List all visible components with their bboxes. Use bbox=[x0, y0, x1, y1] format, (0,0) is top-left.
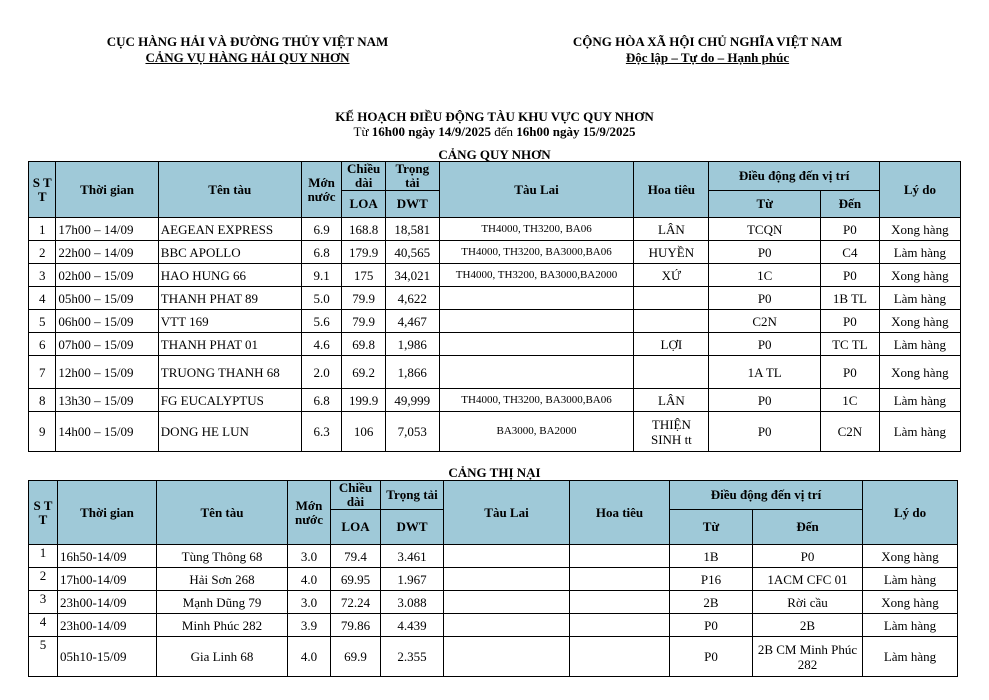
table-row bbox=[29, 333, 961, 356]
cell-ship: FG EUCALYPTUS bbox=[158, 389, 301, 412]
cell-stt: 5 bbox=[29, 310, 56, 333]
col-header-to: Đến bbox=[820, 191, 879, 218]
cell-draft: 6.3 bbox=[301, 412, 342, 452]
table-row bbox=[29, 637, 958, 677]
col-header-move: Điều động đến vị trí bbox=[709, 162, 879, 191]
table-row bbox=[29, 264, 961, 287]
cell-to: Rời cầu bbox=[753, 591, 863, 614]
cell-reason: Xong hàng bbox=[879, 356, 960, 389]
cell-to: 1ACM CFC 01 bbox=[753, 568, 863, 591]
cell-reason: Làm hàng bbox=[879, 389, 960, 412]
col-header-ship: Tên tàu bbox=[157, 481, 288, 545]
cell-ship: Mạnh Dũng 79 bbox=[157, 591, 288, 614]
cell-to: P0 bbox=[753, 545, 863, 568]
cell-reason: Làm hàng bbox=[879, 412, 960, 452]
cell-loa: 69.95 bbox=[331, 568, 381, 591]
cell-pilot: THIỆN SINH tt bbox=[634, 412, 709, 452]
cell-draft: 5.0 bbox=[301, 287, 342, 310]
cell-pilot: LỢI bbox=[634, 333, 709, 356]
col-header-tonnage: Trọng tải bbox=[385, 162, 439, 191]
cell-from: 1A TL bbox=[709, 356, 821, 389]
cell-from: P0 bbox=[709, 287, 821, 310]
cell-stt: 3 bbox=[29, 264, 56, 287]
cell-from: 1B bbox=[670, 545, 753, 568]
cell-loa: 79.9 bbox=[342, 310, 386, 333]
cell-stt: 3 bbox=[29, 591, 58, 614]
cell-tug: BA3000, BA2000 bbox=[439, 412, 634, 452]
cell-stt: 9 bbox=[29, 412, 56, 452]
col-header-from: Từ bbox=[709, 191, 821, 218]
cell-stt: 5 bbox=[29, 637, 58, 677]
cell-dwt: 34,021 bbox=[385, 264, 439, 287]
cell-reason: Xong hàng bbox=[863, 545, 958, 568]
cell-pilot bbox=[570, 637, 670, 677]
cell-draft: 6.8 bbox=[301, 241, 342, 264]
cell-to: C4 bbox=[820, 241, 879, 264]
cell-to: P0 bbox=[820, 218, 879, 241]
col-header-from: Từ bbox=[670, 510, 753, 545]
cell-dwt: 3.088 bbox=[381, 591, 444, 614]
cell-pilot: LÂN bbox=[634, 218, 709, 241]
cell-time: 17h00-14/09 bbox=[58, 568, 157, 591]
cell-loa: 79.86 bbox=[331, 614, 381, 637]
table-row bbox=[29, 218, 961, 241]
motto-line: Độc lập – Tự do – Hạnh phúc bbox=[625, 50, 790, 65]
cell-ship: VTT 169 bbox=[158, 310, 301, 333]
col-header-dwt: DWT bbox=[381, 510, 444, 545]
cell-pilot: LÂN bbox=[634, 389, 709, 412]
cell-draft: 3.0 bbox=[288, 591, 331, 614]
cell-time: 13h30 – 15/09 bbox=[56, 389, 158, 412]
cell-reason: Làm hàng bbox=[879, 333, 960, 356]
cell-to: 2B CM Minh Phúc 282 bbox=[753, 637, 863, 677]
cell-time: 06h00 – 15/09 bbox=[56, 310, 158, 333]
col-header-draft: Mớn nước bbox=[301, 162, 342, 218]
cell-ship: HAO HUNG 66 bbox=[158, 264, 301, 287]
cell-ship: DONG HE LUN bbox=[158, 412, 301, 452]
cell-dwt: 4.439 bbox=[381, 614, 444, 637]
cell-time: 14h00 – 15/09 bbox=[56, 412, 158, 452]
col-header-tug: Tàu Lai bbox=[439, 162, 634, 218]
table-row bbox=[29, 591, 958, 614]
cell-stt: 4 bbox=[29, 614, 58, 637]
cell-to: C2N bbox=[820, 412, 879, 452]
cell-stt: 4 bbox=[29, 287, 56, 310]
cell-time: 05h10-15/09 bbox=[58, 637, 157, 677]
cell-dwt: 2.355 bbox=[381, 637, 444, 677]
cell-dwt: 4,467 bbox=[385, 310, 439, 333]
col-header-time: Thời gian bbox=[58, 481, 157, 545]
cell-time: 17h00 – 14/09 bbox=[56, 218, 158, 241]
col-header-pilot: Hoa tiêu bbox=[634, 162, 709, 218]
cell-loa: 69.8 bbox=[342, 333, 386, 356]
cell-tug bbox=[444, 614, 570, 637]
cell-draft: 9.1 bbox=[301, 264, 342, 287]
cell-stt: 7 bbox=[29, 356, 56, 389]
cell-ship: AEGEAN EXPRESS bbox=[158, 218, 301, 241]
cell-draft: 3.9 bbox=[288, 614, 331, 637]
table-row bbox=[29, 614, 958, 637]
col-header-stt: S T T bbox=[29, 162, 56, 218]
cell-tug bbox=[439, 356, 634, 389]
cell-ship: Tùng Thông 68 bbox=[157, 545, 288, 568]
col-header-tonnage: Trọng tải bbox=[381, 481, 444, 510]
cell-from: P0 bbox=[709, 241, 821, 264]
col-header-pilot: Hoa tiêu bbox=[570, 481, 670, 545]
cell-from: C2N bbox=[709, 310, 821, 333]
cell-reason: Xong hàng bbox=[879, 310, 960, 333]
cell-loa: 72.24 bbox=[331, 591, 381, 614]
cell-from: 2B bbox=[670, 591, 753, 614]
cell-loa: 168.8 bbox=[342, 218, 386, 241]
agency-header bbox=[60, 34, 435, 66]
cell-to: P0 bbox=[820, 356, 879, 389]
col-header-reason: Lý do bbox=[863, 481, 958, 545]
cell-ship: THANH PHAT 89 bbox=[158, 287, 301, 310]
cell-reason: Làm hàng bbox=[879, 241, 960, 264]
cell-dwt: 1,986 bbox=[385, 333, 439, 356]
cell-to: 1B TL bbox=[820, 287, 879, 310]
cell-stt: 6 bbox=[29, 333, 56, 356]
cell-ship: Hải Sơn 268 bbox=[157, 568, 288, 591]
table-row bbox=[29, 545, 958, 568]
thi-nai-schedule-table bbox=[28, 480, 958, 677]
cell-tug: TH4000, TH3200, BA06 bbox=[439, 218, 634, 241]
cell-loa: 79.9 bbox=[342, 287, 386, 310]
cell-loa: 199.9 bbox=[342, 389, 386, 412]
cell-loa: 79.4 bbox=[331, 545, 381, 568]
cell-draft: 5.6 bbox=[301, 310, 342, 333]
cell-dwt: 18,581 bbox=[385, 218, 439, 241]
cell-stt: 1 bbox=[29, 218, 56, 241]
cell-draft: 4.6 bbox=[301, 333, 342, 356]
cell-draft: 4.0 bbox=[288, 637, 331, 677]
table-row bbox=[29, 241, 961, 264]
col-header-dwt: DWT bbox=[385, 191, 439, 218]
cell-loa: 179.9 bbox=[342, 241, 386, 264]
col-header-length: Chiều dài bbox=[331, 481, 381, 510]
cell-tug bbox=[439, 287, 634, 310]
cell-tug: TH4000, TH3200, BA3000,BA2000 bbox=[439, 264, 634, 287]
cell-dwt: 3.461 bbox=[381, 545, 444, 568]
document-title: KẾ HOẠCH ĐIỀU ĐỘNG TÀU KHU VỰC QUY NHƠN bbox=[335, 109, 654, 124]
cell-time: 07h00 – 15/09 bbox=[56, 333, 158, 356]
cell-pilot bbox=[570, 591, 670, 614]
cell-time: 23h00-14/09 bbox=[58, 591, 157, 614]
cell-tug bbox=[444, 591, 570, 614]
cell-from: TCQN bbox=[709, 218, 821, 241]
cell-pilot bbox=[634, 356, 709, 389]
cell-dwt: 7,053 bbox=[385, 412, 439, 452]
cell-loa: 69.9 bbox=[331, 637, 381, 677]
table-row bbox=[29, 356, 961, 389]
col-header-reason: Lý do bbox=[879, 162, 960, 218]
cell-from: P0 bbox=[709, 389, 821, 412]
cell-time: 23h00-14/09 bbox=[58, 614, 157, 637]
table-row bbox=[29, 287, 961, 310]
port-authority-name: CẢNG VỤ HÀNG HẢI QUY NHƠN bbox=[145, 50, 350, 65]
cell-pilot bbox=[570, 545, 670, 568]
cell-tug bbox=[439, 310, 634, 333]
cell-reason: Làm hàng bbox=[863, 637, 958, 677]
cell-to: 2B bbox=[753, 614, 863, 637]
cell-stt: 1 bbox=[29, 545, 58, 568]
cell-tug: TH4000, TH3200, BA3000,BA06 bbox=[439, 389, 634, 412]
col-header-length: Chiều dài bbox=[342, 162, 386, 191]
cell-tug bbox=[439, 333, 634, 356]
cell-from: P0 bbox=[709, 333, 821, 356]
cell-time: 12h00 – 15/09 bbox=[56, 356, 158, 389]
cell-dwt: 40,565 bbox=[385, 241, 439, 264]
cell-from: P0 bbox=[709, 412, 821, 452]
col-header-tug: Tàu Lai bbox=[444, 481, 570, 545]
col-header-to: Đến bbox=[753, 510, 863, 545]
table-row bbox=[29, 568, 958, 591]
cell-pilot: XỨ bbox=[634, 264, 709, 287]
cell-reason: Làm hàng bbox=[863, 614, 958, 637]
col-header-draft: Mớn nước bbox=[288, 481, 331, 545]
cell-stt: 2 bbox=[29, 568, 58, 591]
cell-dwt: 49,999 bbox=[385, 389, 439, 412]
cell-ship: BBC APOLLO bbox=[158, 241, 301, 264]
cell-to: P0 bbox=[820, 264, 879, 287]
cell-from: P0 bbox=[670, 614, 753, 637]
cell-draft: 6.8 bbox=[301, 389, 342, 412]
col-header-move: Điều động đến vị trí bbox=[670, 481, 863, 510]
cell-pilot bbox=[634, 287, 709, 310]
section-title-quy-nhon: CẢNG QUY NHƠN bbox=[438, 147, 551, 162]
cell-dwt: 1.967 bbox=[381, 568, 444, 591]
table-row bbox=[29, 412, 961, 452]
plan-period: Từ 16h00 ngày 14/9/2025 đến 16h00 ngày 15/9/2025 bbox=[353, 124, 636, 139]
cell-ship: Minh Phúc 282 bbox=[157, 614, 288, 637]
cell-pilot: HUYỀN bbox=[634, 241, 709, 264]
cell-stt: 2 bbox=[29, 241, 56, 264]
cell-time: 05h00 – 15/09 bbox=[56, 287, 158, 310]
cell-tug bbox=[444, 637, 570, 677]
agency-name: CỤC HÀNG HẢI VÀ ĐƯỜNG THỦY VIỆT NAM bbox=[106, 34, 389, 49]
cell-reason: Làm hàng bbox=[879, 287, 960, 310]
cell-ship: THANH PHAT 01 bbox=[158, 333, 301, 356]
cell-time: 22h00 – 14/09 bbox=[56, 241, 158, 264]
quy-nhon-schedule-table bbox=[28, 161, 961, 452]
cell-reason: Xong hàng bbox=[879, 264, 960, 287]
table-row bbox=[29, 389, 961, 412]
cell-dwt: 1,866 bbox=[385, 356, 439, 389]
cell-tug bbox=[444, 545, 570, 568]
cell-time: 16h50-14/09 bbox=[58, 545, 157, 568]
cell-loa: 106 bbox=[342, 412, 386, 452]
cell-tug: TH4000, TH3200, BA3000,BA06 bbox=[439, 241, 634, 264]
cell-time: 02h00 – 15/09 bbox=[56, 264, 158, 287]
cell-tug bbox=[444, 568, 570, 591]
cell-to: TC TL bbox=[820, 333, 879, 356]
republic-name: CỘNG HÒA XÃ HỘI CHỦ NGHĨA VIỆT NAM bbox=[572, 34, 843, 49]
cell-draft: 6.9 bbox=[301, 218, 342, 241]
cell-reason: Làm hàng bbox=[863, 568, 958, 591]
table-row bbox=[29, 310, 961, 333]
cell-ship: Gia Linh 68 bbox=[157, 637, 288, 677]
cell-reason: Xong hàng bbox=[863, 591, 958, 614]
cell-dwt: 4,622 bbox=[385, 287, 439, 310]
cell-to: P0 bbox=[820, 310, 879, 333]
cell-stt: 8 bbox=[29, 389, 56, 412]
cell-loa: 175 bbox=[342, 264, 386, 287]
cell-reason: Xong hàng bbox=[879, 218, 960, 241]
cell-to: 1C bbox=[820, 389, 879, 412]
cell-pilot bbox=[570, 614, 670, 637]
col-header-stt: S T T bbox=[29, 481, 58, 545]
cell-from: P0 bbox=[670, 637, 753, 677]
cell-draft: 3.0 bbox=[288, 545, 331, 568]
cell-ship: TRUONG THANH 68 bbox=[158, 356, 301, 389]
cell-from: P16 bbox=[670, 568, 753, 591]
section-title-thi-nai: CẢNG THỊ NẠI bbox=[448, 465, 541, 480]
cell-pilot bbox=[634, 310, 709, 333]
col-header-ship: Tên tàu bbox=[158, 162, 301, 218]
cell-draft: 2.0 bbox=[301, 356, 342, 389]
col-header-loa: LOA bbox=[331, 510, 381, 545]
cell-pilot bbox=[570, 568, 670, 591]
cell-draft: 4.0 bbox=[288, 568, 331, 591]
cell-from: 1C bbox=[709, 264, 821, 287]
national-motto bbox=[520, 34, 895, 66]
col-header-loa: LOA bbox=[342, 191, 386, 218]
cell-loa: 69.2 bbox=[342, 356, 386, 389]
col-header-time: Thời gian bbox=[56, 162, 158, 218]
